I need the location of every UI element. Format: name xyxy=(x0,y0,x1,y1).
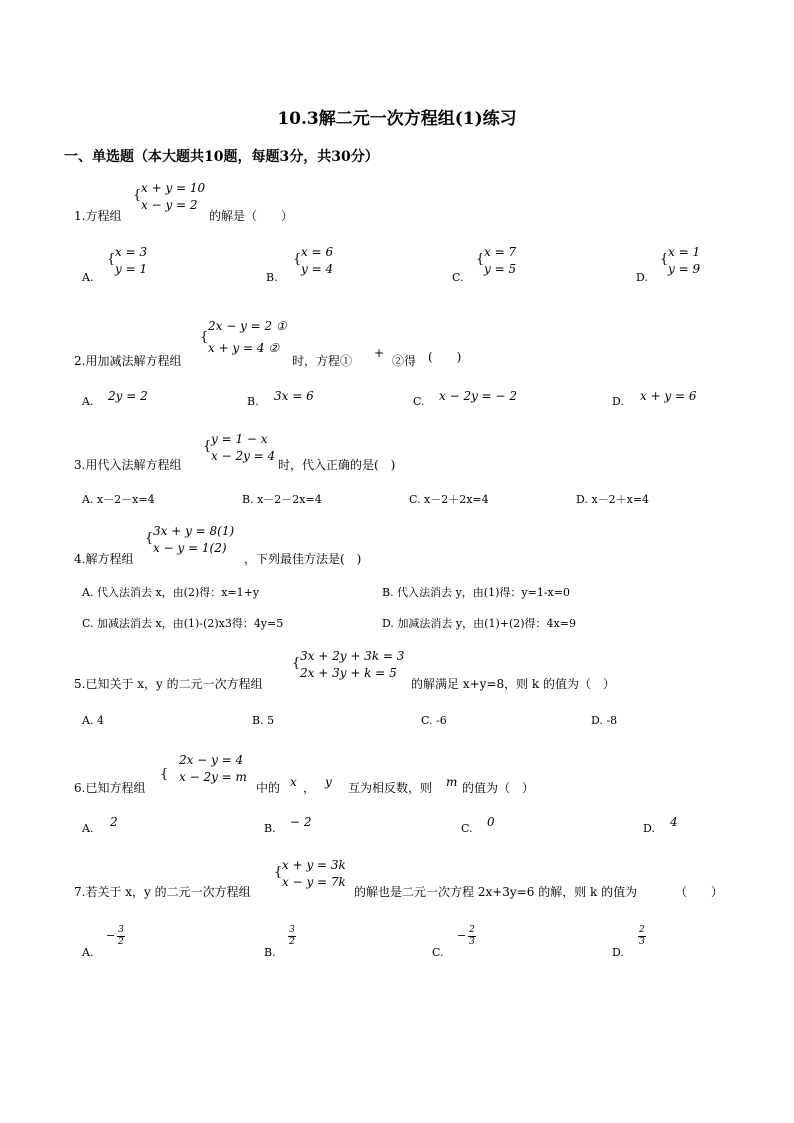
option-c-system[interactable]: { x = 7 y = 5 xyxy=(476,245,517,276)
option-d[interactable]: D. x－2＋x=4 xyxy=(576,493,650,506)
question-stem: 5.已知关于 x，y 的二元一次方程组 xyxy=(74,677,263,691)
option-a-label[interactable]: A. xyxy=(82,946,94,959)
option-a-fraction[interactable]: 3 2 xyxy=(118,925,124,947)
option-a[interactable]: A. x－2－x=4 xyxy=(82,493,155,506)
option-b[interactable]: B. 代入法消去 y，由(1)得：y=1-x=0 xyxy=(382,586,570,599)
option-a[interactable]: A. 代入法消去 x，由(2)得：x=1+y xyxy=(82,586,260,599)
option-c[interactable]: C. 加减法消去 x，由(1)-(2)x3得：4y=5 xyxy=(82,617,284,630)
option-b-label[interactable]: B. xyxy=(266,271,278,284)
question-stem: 4.解方程组 xyxy=(74,552,134,566)
option-d-expr[interactable]: 4 xyxy=(670,815,678,829)
question-stem-tail: 的解是（ ） xyxy=(209,209,294,223)
option-c-label[interactable]: C. xyxy=(432,946,444,959)
option-d-label[interactable]: D. xyxy=(612,395,624,408)
option-b[interactable]: B. 5 xyxy=(252,714,275,727)
option-b-expr[interactable]: − 2 xyxy=(290,815,312,829)
question-stem: 2.用加减法解方程组 xyxy=(74,354,182,368)
question-stem-tail: 的解满足 x+y=8，则 k 的值为（ ） xyxy=(411,677,616,691)
option-a-label[interactable]: A. xyxy=(82,822,94,835)
option-c-label[interactable]: C. xyxy=(452,271,464,284)
option-c-expr[interactable]: 0 xyxy=(487,815,495,829)
option-c-label[interactable]: C. xyxy=(461,822,473,835)
question-stem-tail: 时，代入正确的是( ) xyxy=(278,458,396,472)
equation-system: { 2x − y = 2 ① x + y = 4 ② xyxy=(200,319,287,355)
option-c[interactable]: C. x－2＋2x=4 xyxy=(409,493,489,506)
option-a-expr[interactable]: 2y = 2 xyxy=(108,389,148,403)
option-c-label[interactable]: C. xyxy=(413,395,425,408)
option-d-label[interactable]: D. xyxy=(643,822,655,835)
equation-system: { x + y = 10 x − y = 2 xyxy=(133,181,206,212)
equation-system: { y = 1 − x x − 2y = 4 xyxy=(203,432,276,463)
option-b-fraction[interactable]: 3 2 xyxy=(289,925,295,947)
option-a[interactable]: A. 4 xyxy=(82,714,104,727)
option-d-label[interactable]: D. xyxy=(612,946,624,959)
option-b-system[interactable]: { x = 6 y = 4 xyxy=(293,245,334,276)
option-d[interactable]: D. 加减法消去 y，由(1)+(2)得：4x=9 xyxy=(382,617,576,630)
equation-system: { 3x + 2y + 3k = 3 2x + 3y + k = 5 xyxy=(292,649,405,680)
equation-system: { x + y = 3k x − y = 7k xyxy=(274,858,346,889)
option-b-expr[interactable]: 3x = 6 xyxy=(274,389,314,403)
option-c-expr[interactable]: x − 2y = − 2 xyxy=(439,389,518,403)
question-stem: 7.若关于 x，y 的二元一次方程组 xyxy=(74,885,251,899)
option-b-label[interactable]: B. xyxy=(264,946,276,959)
option-d-system[interactable]: { x = 1 y = 9 xyxy=(660,245,701,276)
option-a-system[interactable]: { x = 3 y = 1 xyxy=(107,245,148,276)
option-d-fraction[interactable]: 2 3 xyxy=(639,925,645,947)
option-a-label[interactable]: A. xyxy=(82,271,94,284)
page-title: 10.3解二元一次方程组(1)练习 xyxy=(277,109,517,129)
equation-system: { 3x + y = 8(1) x − y = 1(2) xyxy=(145,524,235,555)
question-stem: 3.用代入法解方程组 xyxy=(74,458,182,472)
option-d-expr[interactable]: x + y = 6 xyxy=(640,389,697,403)
option-a-expr[interactable]: 2 xyxy=(110,815,118,829)
question-stem-tail: 的解也是二元一次方程 2x+3y=6 的解，则 k 的值为 xyxy=(354,885,638,899)
option-d[interactable]: D. -8 xyxy=(591,714,618,727)
option-b[interactable]: B. x－2－2x=4 xyxy=(242,493,322,506)
equation-system: { 2x − y = 4 x − 2y = m xyxy=(160,753,247,784)
section-heading: 一、单选题（本大题共10题，每题3分，共30分） xyxy=(64,149,379,165)
option-a-label[interactable]: A. xyxy=(82,395,94,408)
question-stem-tail: ，下列最佳方法是( ) xyxy=(244,552,362,566)
option-b-label[interactable]: B. xyxy=(247,395,259,408)
option-d-label[interactable]: D. xyxy=(636,271,648,284)
option-c[interactable]: C. -6 xyxy=(421,714,447,727)
option-c-fraction[interactable]: 2 3 xyxy=(469,925,475,947)
question-stem: 6.已知方程组 xyxy=(74,781,146,795)
question-stem: 1.方程组 xyxy=(74,209,122,223)
option-b-label[interactable]: B. xyxy=(264,822,276,835)
